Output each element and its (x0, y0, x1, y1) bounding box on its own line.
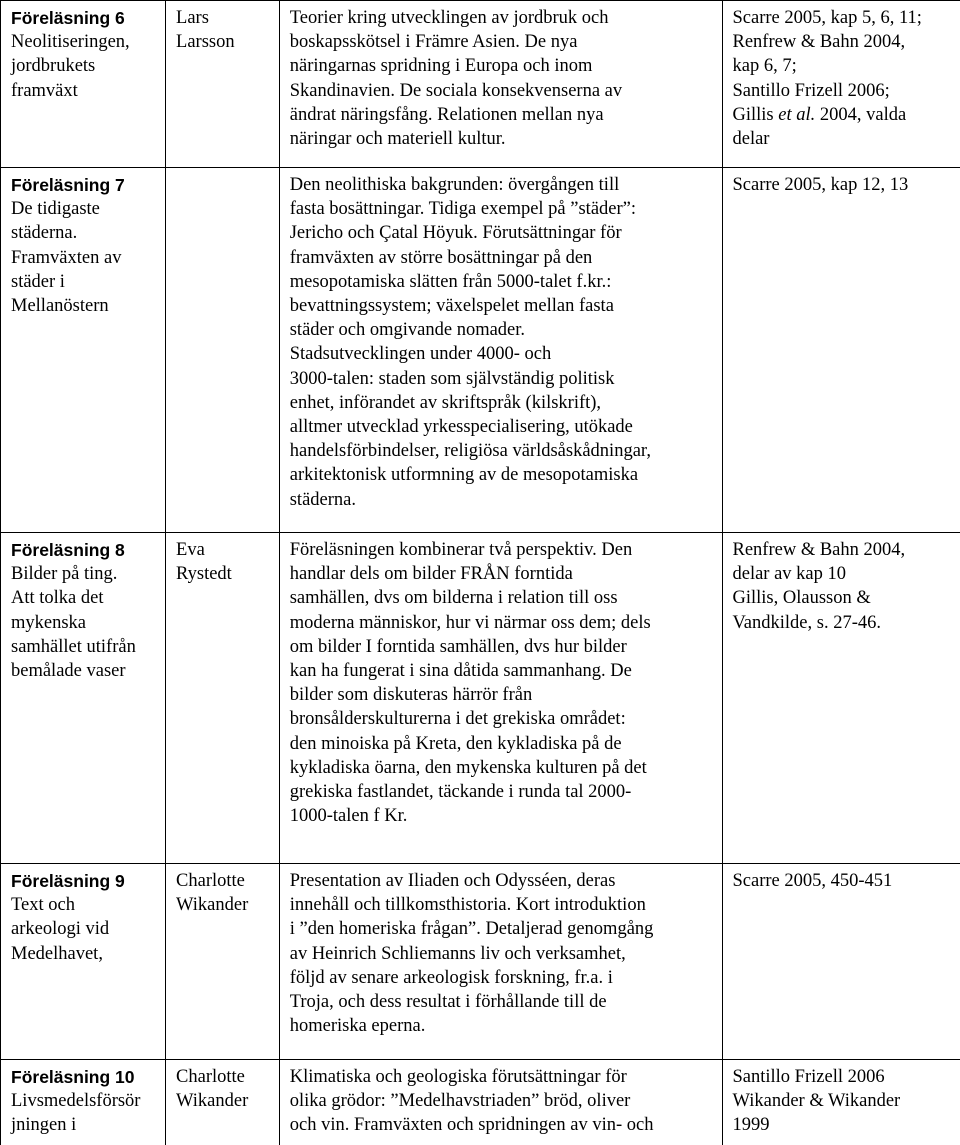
literature-line: Santillo Frizell 2006 (732, 1067, 885, 1087)
description-line: handlar dels om bilder FRÅN forntida (289, 564, 573, 585)
description-line: om bilder I forntida samhällen, dvs hur bilder (289, 636, 627, 657)
lecture-cell (1, 168, 166, 533)
table-row (1, 1, 960, 168)
literature-cell (722, 1, 960, 168)
topic-line: Livsmedelsförsör (11, 1091, 141, 1112)
lecture-number: Föreläsning 6 (11, 8, 125, 28)
description-line: städerna. (289, 489, 356, 510)
description-line: 3000-talen: staden som självständig politisk (289, 368, 615, 389)
description-line: framväxten av större bosättningar på den (289, 247, 593, 268)
description-line: handelsförbindelser, religiösa världsåskådningar, (289, 441, 651, 462)
description-line: kan ha fungerat i sina dåtida sammanhang. De (289, 661, 632, 682)
topic-line: arkeologi vid (11, 919, 110, 940)
topic-line: jningen i (11, 1115, 77, 1136)
literature-line: Renfrew & Bahn 2004, (732, 32, 906, 53)
description-line: följd av senare arkeologisk forskning, fr.a. i (289, 967, 613, 988)
description-line: Stadsutvecklingen under 4000- och (289, 344, 552, 365)
literature-line: Scarre 2005, 450-451 (732, 871, 893, 891)
description-line: bronsålderskulturerna i det grekiska området: (289, 709, 626, 730)
topic-line: städer i (11, 271, 65, 292)
description-line: enhet, införandet av skriftspråk (kilskrift), (289, 392, 602, 413)
description-line: homeriska eperna. (289, 1016, 426, 1037)
teacher-cell (166, 168, 280, 533)
teacher-cell (166, 1, 280, 168)
description-line: näringarnas spridning i Europa och inom (289, 56, 593, 77)
description-line: Klimatiska och geologiska förutsättningar för (289, 1067, 627, 1087)
literature-cell (722, 168, 960, 533)
teacher-cell (166, 1060, 280, 1145)
description-line: och vin. Framväxten och spridningen av vin- och (289, 1115, 654, 1136)
literature-cell (722, 533, 960, 864)
literature-line: kap 6, 7; (732, 56, 797, 77)
topic-line: Neolitiseringen, (11, 32, 130, 53)
description-cell (279, 533, 722, 864)
topic-line: Att tolka det (11, 588, 104, 609)
description-line: innehåll och tillkomsthistoria. Kort introduktion (289, 895, 646, 916)
teacher-cell (166, 533, 280, 864)
description-line: bilder som diskuteras härrör från (289, 685, 533, 706)
literature-line: Wikander & Wikander (732, 1091, 901, 1112)
table-row (1, 168, 960, 533)
description-line: Presentation av Iliaden och Odysséen, deras (289, 871, 616, 891)
topic-line: mykenska (11, 612, 87, 633)
topic-line: bemålade vaser (11, 661, 126, 682)
description-line: kykladiska öarna, den mykenska kulturen på det (289, 757, 647, 778)
topic-line: städerna. (11, 223, 78, 244)
description-line: Den neolithiska bakgrunden: övergången till (289, 175, 620, 195)
author-name: Gillis (732, 104, 774, 125)
lecture-cell (1, 1060, 166, 1145)
teacher-name: Eva (176, 540, 205, 560)
literature-line: delar (732, 129, 770, 150)
topic-line: De tidigaste (11, 199, 100, 220)
literature-line: Scarre 2005, kap 12, 13 (732, 175, 909, 195)
description-line: olika grödor: ”Medelhavstriaden” bröd, oliver (289, 1091, 631, 1112)
description-cell (279, 168, 722, 533)
lecture-number: Föreläsning 8 (11, 540, 125, 560)
topic-line: Text och (11, 895, 75, 916)
teacher-cell (166, 864, 280, 1060)
description-line: ändrat näringsfång. Relationen mellan nya (289, 104, 604, 125)
teacher-name: Rystedt (176, 564, 232, 585)
teacher-name: Wikander (176, 895, 249, 916)
description-line: samhällen, dvs om bilderna i relation till oss (289, 588, 618, 609)
description-line: moderna människor, hur vi närmar oss dem; dels (289, 612, 651, 633)
description-line: Teorier kring utvecklingen av jordbruk och (289, 8, 609, 28)
teacher-name: Larsson (176, 32, 235, 53)
description-line: Skandinavien. De sociala konsekvenserna av (289, 80, 623, 101)
literature-line: Renfrew & Bahn 2004, (732, 540, 906, 560)
lecture-cell (1, 533, 166, 864)
literature-line: Gillis, Olausson & (732, 588, 871, 609)
literature-year: 2004, valda (819, 104, 907, 125)
lecture-number: Föreläsning 9 (11, 871, 125, 891)
description-line: alltmer utvecklad yrkesspecialisering, utökade (289, 417, 633, 438)
topic-line: Bilder på ting. (11, 564, 118, 585)
topic-line: Framväxten av (11, 247, 122, 268)
topic-line: samhället utifrån (11, 636, 136, 657)
teacher-name: Charlotte (176, 1067, 245, 1087)
topic-line: jordbrukets (11, 56, 96, 77)
lecture-cell (1, 864, 166, 1060)
literature-cell (722, 1060, 960, 1145)
description-line: i ”den homeriska frågan”. Detaljerad genomgång (289, 919, 654, 940)
description-line: näringar och materiell kultur. (289, 129, 506, 150)
table-row (1, 533, 960, 864)
teacher-name: Lars (176, 8, 209, 28)
description-line: 1000-talen f Kr. (289, 806, 408, 827)
lecture-cell (1, 1, 166, 168)
topic-line: Mellanöstern (11, 296, 109, 317)
literature-line (733, 103, 955, 127)
literature-line: Santillo Frizell 2006; (732, 80, 890, 101)
lecture-number: Föreläsning 7 (11, 175, 125, 195)
description-line: boskapsskötsel i Främre Asien. De nya (289, 32, 578, 53)
description-line: fasta bosättningar. Tidiga exempel på ”städer”: (289, 199, 637, 220)
description-line: mesopotamiska slätten från 5000-talet f.kr.: (289, 271, 612, 292)
description-line: grekiska fastlandet, täckande i runda tal 2000- (289, 782, 632, 803)
description-cell (279, 864, 722, 1060)
literature-line: delar av kap 10 (732, 564, 847, 585)
description-line: bevattningssystem; växelspelet mellan fasta (289, 296, 614, 317)
teacher-name: Wikander (176, 1091, 249, 1112)
description-line: Troja, och dess resultat i förhållande till de (289, 992, 607, 1013)
teacher-name: Charlotte (176, 871, 245, 891)
lecture-number: Föreläsning 10 (11, 1067, 135, 1087)
topic-line: Medelhavet, (11, 943, 103, 964)
topic-line: framväxt (11, 80, 78, 101)
literature-line: Scarre 2005, kap 5, 6, 11; (732, 8, 922, 28)
description-line: städer och omgivande nomader. (289, 320, 526, 341)
literature-line: 1999 (732, 1115, 770, 1136)
description-line: arkitektonisk utformning av de mesopotamiska (289, 465, 639, 486)
description-cell (279, 1060, 722, 1145)
table-row (1, 864, 960, 1060)
et-al-text: et al. (778, 104, 816, 125)
literature-line: Vandkilde, s. 27-46. (732, 612, 881, 633)
description-cell (279, 1, 722, 168)
literature-cell (722, 864, 960, 1060)
description-line: av Heinrich Schliemanns liv och verksamhet, (289, 943, 626, 964)
description-line: den minoiska på Kreta, den kykladiska på de (289, 733, 622, 754)
description-line: Föreläsningen kombinerar två perspektiv. Den (289, 540, 633, 560)
description-line: Jericho och Çatal Höyuk. Förutsättningar för (289, 223, 622, 244)
table-row (1, 1060, 960, 1145)
